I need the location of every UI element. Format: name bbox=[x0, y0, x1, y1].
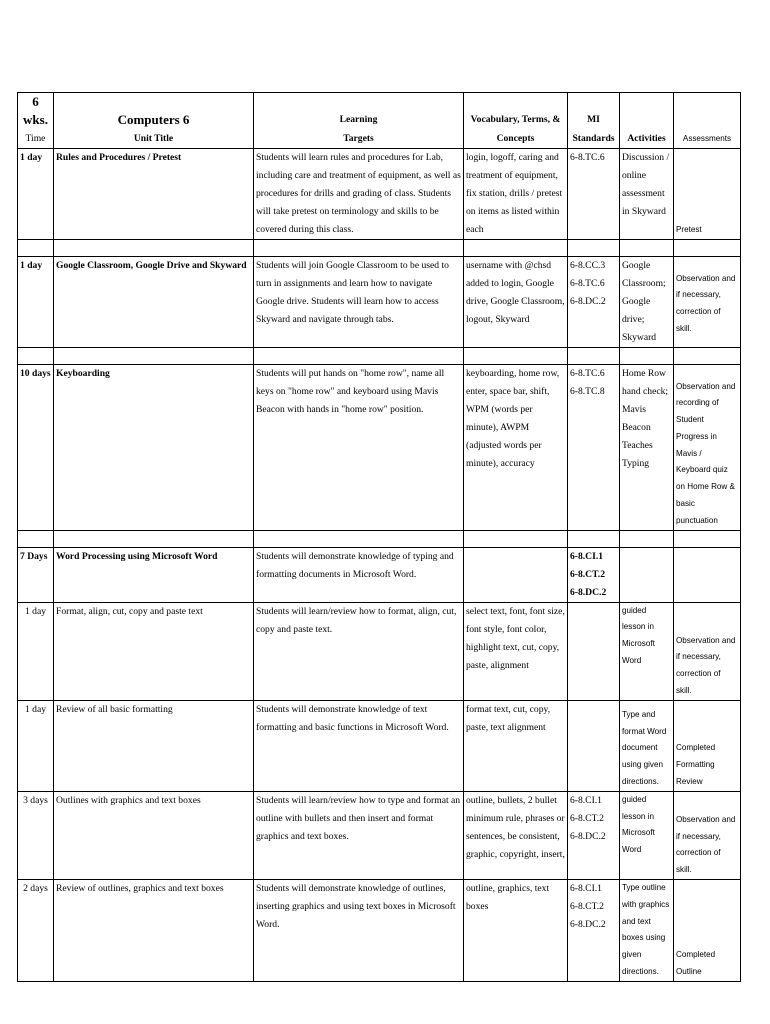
spacer-row bbox=[18, 530, 741, 547]
assessments: Completed Formatting Review bbox=[674, 700, 741, 791]
table-row bbox=[18, 791, 741, 879]
activities: Google Classroom; Google drive; Skyward bbox=[620, 256, 674, 347]
vocab-concepts: keyboarding, home row, enter, space bar, shift, WPM (words per minute), AWPM (adjusted words per minute), accuracy bbox=[464, 364, 568, 530]
activities: Type and format Word document using given directions. bbox=[620, 700, 674, 791]
spacer-row bbox=[18, 239, 741, 256]
learning-targets: Students will learn rules and procedures for Lab, including care and treatment of equipment, as well as procedures for drills and grading of class. Students will take pretest on terminology and skills to be covered during this class. bbox=[254, 148, 464, 239]
unit-title-header: Unit Title bbox=[54, 129, 254, 148]
standard-code: 6-8.CT.2 bbox=[570, 812, 604, 824]
table-row bbox=[18, 256, 741, 347]
mi-standards bbox=[568, 700, 620, 791]
unit-time: 10 days bbox=[18, 364, 54, 530]
lesson-time: 1 day bbox=[18, 700, 54, 791]
spacer-row bbox=[18, 347, 741, 364]
unit-title: Keyboarding bbox=[54, 364, 254, 530]
standard-code: 6-8.TC.6 bbox=[570, 151, 605, 163]
standard-code: 6-8.DC.2 bbox=[570, 295, 606, 307]
standard-code: 6-8.CT.2 bbox=[570, 568, 605, 580]
learning-targets: Students will put hands on "home row", name all keys on "home row" and keyboard using Mavis Beacon with hands in "home row" position. bbox=[254, 364, 464, 530]
activities: guided lesson in Microsoft Word bbox=[620, 602, 674, 700]
standards-header-line2: Standards bbox=[568, 129, 620, 148]
standard-code: 6-8.DC.2 bbox=[570, 919, 606, 931]
header-row-2 bbox=[18, 129, 741, 148]
vocab-concepts bbox=[464, 547, 568, 602]
standard-code: 6-8.CI.1 bbox=[570, 550, 604, 562]
vocab-header-line2: Concepts bbox=[464, 129, 568, 148]
vocab-concepts: outline, bullets, 2 bullet minimum rule, phrases or sentences, be consistent, graphic, copyright, insert, bbox=[464, 791, 568, 879]
learning-targets: Students will learn/review how to type and format an outline with bullets and then insert and format graphics and text boxes. bbox=[254, 791, 464, 879]
mi-standards bbox=[568, 364, 620, 530]
lesson-title: Outlines with graphics and text boxes bbox=[54, 791, 254, 879]
assessments: Observation and if necessary, correction of skill. bbox=[674, 256, 741, 347]
course-title: Computers 6 bbox=[54, 93, 254, 130]
standard-code: 6-8.CI.1 bbox=[570, 883, 602, 895]
standard-code: 6-8.TC.6 bbox=[570, 367, 605, 379]
standard-code: 6-8.DC.2 bbox=[570, 830, 606, 842]
unit-time: 7 Days bbox=[18, 547, 54, 602]
activities: guided lesson in Microsoft Word bbox=[620, 791, 674, 879]
vocab-concepts: format text, cut, copy, paste, text alignment bbox=[464, 700, 568, 791]
unit-title: Google Classroom, Google Drive and Skyward bbox=[54, 256, 254, 347]
table-row bbox=[18, 364, 741, 530]
unit-time: 1 day bbox=[18, 148, 54, 239]
mi-standards bbox=[568, 547, 620, 602]
mi-standards bbox=[568, 148, 620, 239]
vocab-concepts: select text, font, font size, font style, font color, highlight text, cut, copy, paste, alignment bbox=[464, 602, 568, 700]
targets-header-line1: Learning bbox=[254, 93, 464, 130]
standard-code: 6-8.CC.3 bbox=[570, 259, 606, 271]
activities: Discussion / online assessment in Skyward bbox=[620, 148, 674, 239]
table-row bbox=[18, 148, 741, 239]
learning-targets: Students will demonstrate knowledge of typing and formatting documents in Microsoft Word. bbox=[254, 547, 464, 602]
activities: Home Row hand check; Mavis Beacon Teaches Typing bbox=[620, 364, 674, 530]
lesson-time: 2 days bbox=[18, 880, 54, 982]
standards-header-line1: MI bbox=[568, 93, 620, 130]
activities-header: Activities bbox=[620, 129, 674, 148]
assessments: Observation and if necessary, correction of skill. bbox=[674, 602, 741, 700]
activities bbox=[620, 547, 674, 602]
header-row-1 bbox=[18, 93, 741, 130]
standard-code: 6-8.TC.8 bbox=[570, 385, 605, 397]
assessments: Observation and recording of Student Progress in Mavis / Keyboard quiz on Home Row & basic punctuation bbox=[674, 364, 741, 530]
assessments: Completed Outline bbox=[674, 880, 741, 982]
lesson-time: 3 days bbox=[18, 791, 54, 879]
assessments-header: Assessments bbox=[674, 129, 741, 148]
lesson-time: 1 day bbox=[18, 602, 54, 700]
mi-standards bbox=[568, 791, 620, 879]
time-header: Time bbox=[18, 129, 54, 148]
unit-time: 1 day bbox=[18, 256, 54, 347]
unit-title: Rules and Procedures / Pretest bbox=[54, 148, 254, 239]
standard-code: 6-8.CT.2 bbox=[570, 901, 604, 913]
lesson-title: Review of outlines, graphics and text boxes bbox=[54, 880, 254, 982]
targets-header-line2: Targets bbox=[254, 129, 464, 148]
assessments: Pretest bbox=[674, 148, 741, 239]
standard-code: 6-8.CI.1 bbox=[570, 794, 602, 806]
table-row bbox=[18, 880, 741, 982]
vocab-concepts: outline, graphics, text boxes bbox=[464, 880, 568, 982]
curriculum-table bbox=[17, 92, 741, 982]
activities: Type outline with graphics and text boxes using given directions. bbox=[620, 880, 674, 982]
table-row bbox=[18, 547, 741, 602]
vocab-header-line1: Vocabulary, Terms, & bbox=[464, 93, 568, 130]
mi-standards bbox=[568, 256, 620, 347]
lesson-title: Review of all basic formatting bbox=[54, 700, 254, 791]
table-row bbox=[18, 700, 741, 791]
learning-targets: Students will learn/review how to format, align, cut, copy and paste text. bbox=[254, 602, 464, 700]
assessments bbox=[674, 547, 741, 602]
mi-standards bbox=[568, 602, 620, 700]
unit-title: Word Processing using Microsoft Word bbox=[54, 547, 254, 602]
learning-targets: Students will join Google Classroom to be used to turn in assignments and learn how to navigate Google drive. Students will learn how to access Skyward and navigate through tabs. bbox=[254, 256, 464, 347]
vocab-concepts: login, logoff, caring and treatment of equipment, fix station, drills / pretest on items as listed within each bbox=[464, 148, 568, 239]
learning-targets: Students will demonstrate knowledge of text formatting and basic functions in Microsoft Word. bbox=[254, 700, 464, 791]
vocab-concepts: username with @chsd added to login, Google drive, Google Classroom, logout, Skyward bbox=[464, 256, 568, 347]
assessments: Observation and if necessary, correction of skill. bbox=[674, 791, 741, 879]
lesson-title: Format, align, cut, copy and paste text bbox=[54, 602, 254, 700]
standard-code: 6-8.TC.6 bbox=[570, 277, 605, 289]
mi-standards bbox=[568, 880, 620, 982]
standard-code: 6-8.DC.2 bbox=[570, 586, 607, 598]
table-row bbox=[18, 602, 741, 700]
learning-targets: Students will demonstrate knowledge of outlines, inserting graphics and using text boxes in Microsoft Word. bbox=[254, 880, 464, 982]
duration-header: 6 wks. bbox=[18, 93, 54, 130]
